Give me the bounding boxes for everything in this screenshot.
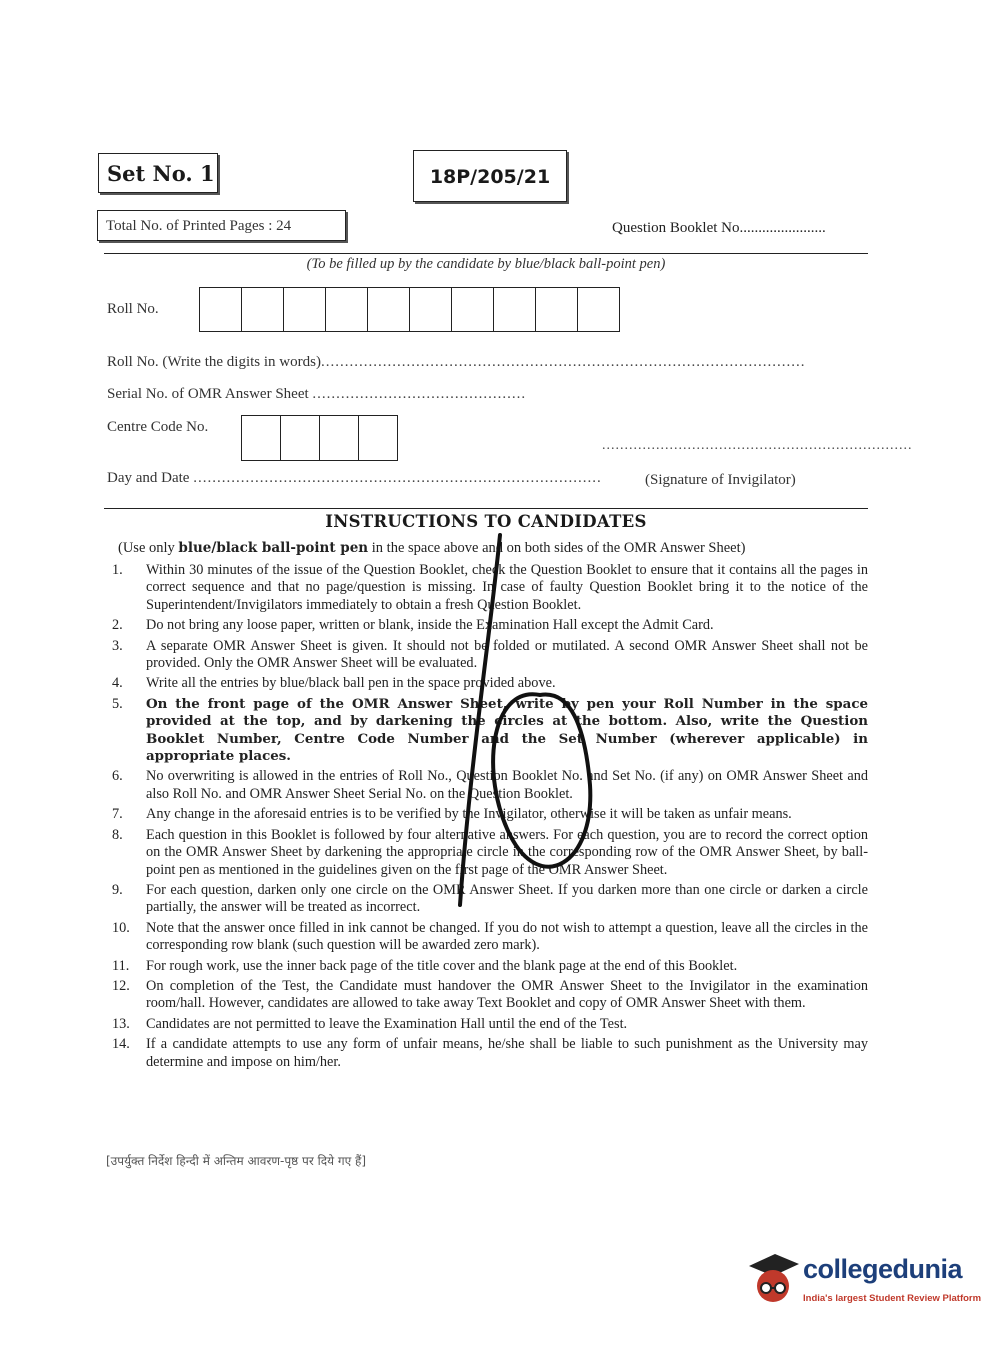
mascot-icon	[745, 1250, 801, 1310]
item-number: 8.	[112, 826, 123, 843]
item-number: 1.	[112, 562, 123, 578]
item-number: 4.	[112, 675, 123, 692]
signature-line[interactable]: .....................................................................	[602, 438, 913, 453]
item-text: Any change in the aforesaid entries is to be verified by the Invigilator, otherwise it will be taken as unfair means.	[146, 806, 792, 823]
logo-wordmark: collegedunia	[803, 1254, 963, 1284]
set-number-box: Set No. 1	[98, 153, 218, 193]
paper-code-box: 18P/205/21	[413, 150, 567, 202]
instructions-divider	[104, 508, 868, 509]
signature-label: (Signature of Invigilator)	[645, 472, 796, 488]
serial-no-field[interactable]	[107, 386, 526, 403]
item-text: On completion of the Test, the Candidate must handover the OMR Answer Sheet to the Invigilator in the examination room/hall. However, candidates are allowed to take away Text Booklet and copy of OMR Answer Sheet with them.	[146, 977, 868, 1012]
top-divider	[104, 253, 868, 254]
use-only-post: in the space above and on both sides of the OMR Answer Sheet)	[368, 540, 746, 556]
item-text: Each question in this Booklet is followed by four alternative answers. For each question, you are to record the correct option on the OMR Answer Sheet by darkening the appropriate circle in the corresponding row of the OMR Answer Sheet, by ball-point pen as mentioned in the guidelines given on the first page of the OMR Answer Sheet.	[146, 826, 868, 878]
item-number: 2.	[112, 617, 123, 634]
item-text: Candidates are not permitted to leave the Examination Hall until the end of the Test.	[146, 1015, 628, 1032]
dot-leader: .............................................	[312, 386, 527, 402]
collegedunia-logo[interactable]	[745, 1250, 982, 1312]
item-text: On the front page of the OMR Answer Sheet, write by pen your Roll Number in the space provided at the top, and by darkening the circles at the bottom. Also, write the Question Booklet Number, Centre Code Number and the Set Number (wherever applicable) in appropriate places.	[146, 695, 868, 765]
centre-code-label: Centre Code No.	[107, 419, 209, 435]
item-text: For each question, darken only one circle on the OMR Answer Sheet. If you darken more than one circle or darken a circle partially, the answer will be treated as incorrect.	[146, 881, 868, 916]
item-number: 7.	[112, 806, 123, 823]
list-item	[112, 978, 868, 1013]
day-date-field[interactable]	[107, 470, 602, 487]
centre-code-boxes[interactable]	[241, 415, 398, 461]
logo-tagline: India's largest Student Review Platform	[803, 1293, 982, 1304]
item-text: Write all the entries by blue/black ball pen in the space provided above.	[146, 675, 556, 692]
dot-leader: ......................................................................................	[193, 470, 602, 486]
item-number: 12.	[112, 977, 130, 994]
instructions-title: INSTRUCTIONS TO CANDIDATES	[325, 512, 647, 531]
day-date-label: Day and Date	[107, 470, 190, 486]
item-number: 11.	[112, 957, 130, 974]
list-item	[112, 958, 868, 975]
use-only-pre: (Use only	[118, 540, 179, 556]
item-number: 6.	[112, 768, 123, 785]
roll-no-words-field[interactable]	[107, 354, 805, 371]
roll-no-words-label: Roll No. (Write the digits in words)	[107, 354, 321, 370]
list-item	[112, 1016, 868, 1033]
item-text: Note that the answer once filled in ink cannot be changed. If you do not wish to attempt a question, leave all the circles in the corresponding row blank (such question will be awarded zero mark).	[146, 919, 868, 954]
serial-no-label: Serial No. of OMR Answer Sheet	[107, 386, 309, 402]
dot-leader: ......................................................................................................	[320, 354, 806, 370]
item-text: Within 30 minutes of the issue of the Question Booklet, check the Question Booklet to ensure that it contains all the pages in correct sequence and that no page/question is missing. In case of faulty Question Booklet bring it to the notice of the Superintendent/Invigilators immediately to obtain a fresh Question Booklet.	[146, 562, 868, 613]
use-only-bold: blue/black ball-point pen	[178, 540, 369, 556]
item-text: No overwriting is allowed in the entries of Roll No., Question Booklet No. and Set No. (if any) on OMR Answer Sheet and also Roll No. and OMR Answer Sheet Serial No. on the Question Booklet.	[146, 768, 868, 802]
total-pages-box: Total No. of Printed Pages : 24	[97, 210, 346, 241]
roll-no-label: Roll No.	[107, 301, 159, 317]
item-number: 13.	[112, 1015, 130, 1032]
item-text: If a candidate attempts to use any form of unfair means, he/she shall be liable to such punishment as the University may determine and impose on him/her.	[146, 1036, 868, 1070]
item-number: 10.	[112, 919, 130, 936]
list-item	[112, 920, 868, 955]
item-text: For rough work, use the inner back page of the title cover and the blank page at the end of this Booklet.	[146, 957, 738, 974]
item-number: 3.	[112, 637, 123, 654]
item-text: Do not bring any loose paper, written or blank, inside the Examination Hall except the Admit Card.	[146, 617, 714, 634]
item-number: 5.	[112, 695, 123, 712]
item-number: 9.	[112, 881, 123, 898]
roll-no-boxes[interactable]	[199, 287, 620, 332]
hindi-note: [उपर्युक्त निर्देश हिन्दी में अन्तिम आवरण-पृष्ठ पर दिये गए हैं]	[106, 1154, 367, 1168]
item-number: 14.	[112, 1036, 130, 1053]
question-booklet-number: Question Booklet No.......................	[612, 220, 826, 236]
list-item	[112, 1036, 868, 1071]
handwritten-mark-icon	[420, 515, 620, 915]
item-text: A separate OMR Answer Sheet is given. It should not be folded or mutilated. A second OMR Answer Sheet shall not be provided. Only the OMR Answer Sheet will be evaluated.	[146, 637, 868, 672]
fill-instruction-note: (To be filled up by the candidate by blue/black ball-point pen)	[306, 256, 666, 272]
